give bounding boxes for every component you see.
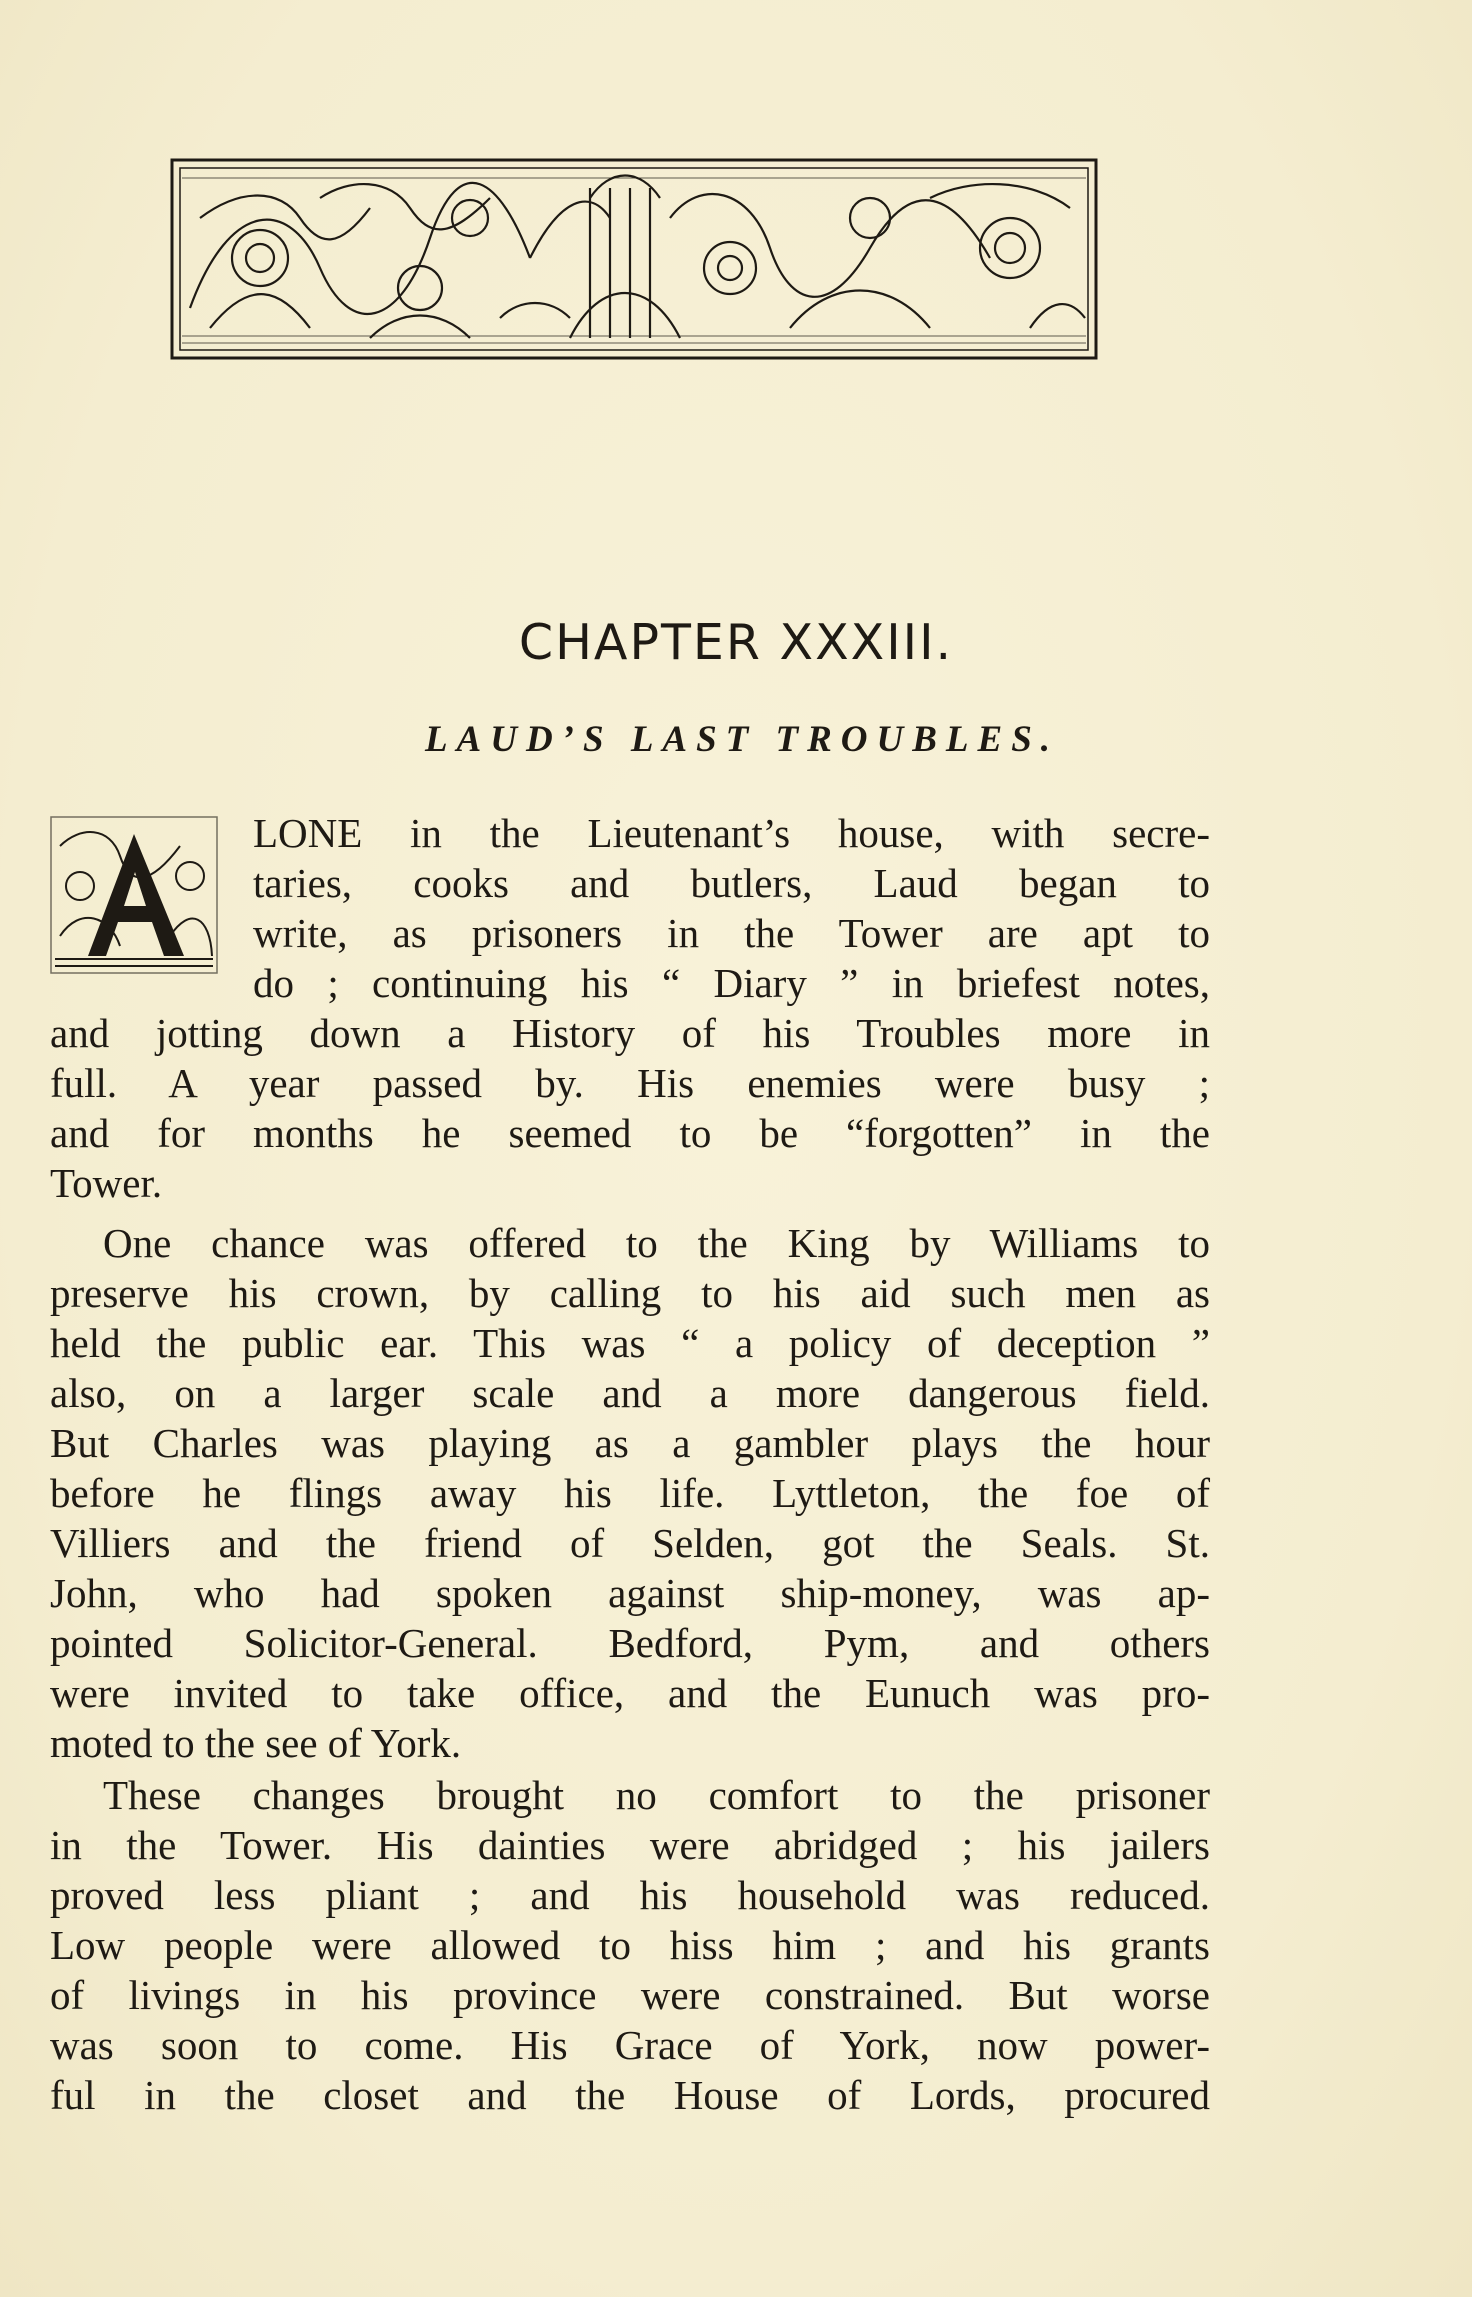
text-line: were invited to take office, and the Eunuch was pro- bbox=[50, 1670, 1210, 1716]
chapter-subtitle: LAUD’S LAST TROUBLES. bbox=[424, 719, 1060, 760]
text-line: of livings in his province were constrained. But worse bbox=[50, 1972, 1210, 2018]
chapter-title: CHAPTER XXXIII. bbox=[518, 614, 954, 671]
text-line: do ; continuing his “ Diary ” in briefest notes, bbox=[253, 960, 1210, 1006]
text-line: proved less pliant ; and his household was reduced. bbox=[50, 1872, 1210, 1918]
text-line: taries, cooks and butlers, Laud began to bbox=[253, 860, 1210, 906]
text-line: ful in the closet and the House of Lords, procured bbox=[50, 2072, 1210, 2118]
text-line: These changes brought no comfort to the prisoner bbox=[103, 1772, 1210, 1818]
text-line: moted to the see of York. bbox=[50, 1720, 462, 1766]
text-line: also, on a larger scale and a more dangerous field. bbox=[50, 1370, 1210, 1416]
text-line: LONE in the Lieutenant’s house, with secre- bbox=[253, 810, 1210, 856]
text-line: was soon to come. His Grace of York, now power- bbox=[50, 2022, 1210, 2068]
text-line: before he flings away his life. Lyttleton, the foe of bbox=[50, 1470, 1210, 1516]
text-line: in the Tower. His dainties were abridged ; his jailers bbox=[50, 1822, 1210, 1868]
text-line: full. A year passed by. His enemies were busy ; bbox=[50, 1060, 1210, 1106]
text-line: write, as prisoners in the Tower are apt to bbox=[253, 910, 1210, 956]
text-line: One chance was offered to the King by Williams to bbox=[103, 1220, 1210, 1266]
text-line: Villiers and the friend of Selden, got the Seals. St. bbox=[50, 1520, 1210, 1566]
text-line: But Charles was playing as a gambler plays the hour bbox=[50, 1420, 1210, 1466]
text-line: Low people were allowed to hiss him ; and his grants bbox=[50, 1922, 1210, 1968]
ornamental-headpiece-icon bbox=[170, 158, 1098, 360]
text-line: pointed Solicitor-General. Bedford, Pym, and others bbox=[50, 1620, 1210, 1666]
text-line: preserve his crown, by calling to his aid such men as bbox=[50, 1270, 1210, 1316]
ornate-initial-A-icon bbox=[50, 816, 218, 974]
text-line: held the public ear. This was “ a policy of deception ” bbox=[50, 1320, 1210, 1366]
text-line: and jotting down a History of his Troubles more in bbox=[50, 1010, 1210, 1056]
text-line: and for months he seemed to be “forgotten” in the bbox=[50, 1110, 1210, 1156]
text-line: Tower. bbox=[50, 1160, 163, 1206]
text-line: John, who had spoken against ship-money, was ap- bbox=[50, 1570, 1210, 1616]
